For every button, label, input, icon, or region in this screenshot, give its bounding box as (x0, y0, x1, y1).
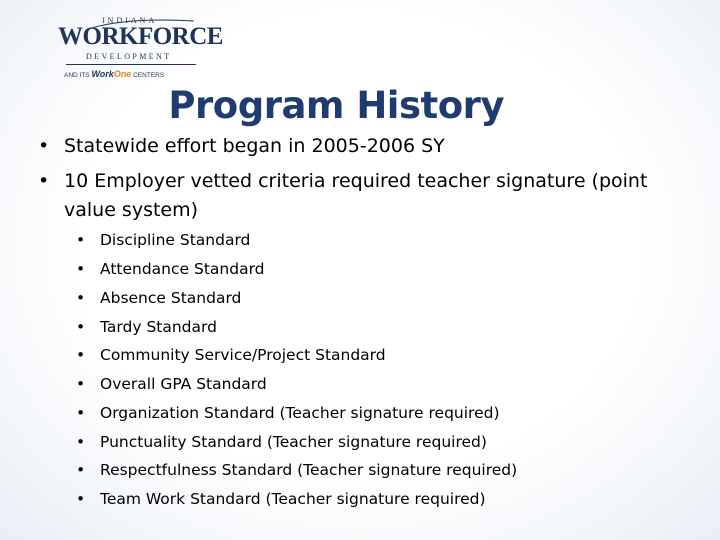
sub-bullet-dot: • (76, 433, 86, 451)
slide-title: Program History (168, 84, 504, 127)
logo-centers-suffix: CENTERS (133, 72, 165, 79)
sub-bullet-dot: • (76, 289, 86, 307)
bullet-item (38, 167, 698, 225)
sub-bullet-text: Punctuality Standard (Teacher signature required) (100, 433, 487, 451)
sub-bullet-item (76, 288, 696, 308)
bullet-dot: • (38, 170, 50, 192)
sub-bullet-item (76, 345, 696, 365)
sub-bullet-text: Discipline Standard (100, 231, 251, 249)
logo-centers-line (64, 69, 164, 79)
sub-bullet-text: Attendance Standard (100, 260, 265, 278)
sub-bullet-text: Absence Standard (100, 289, 242, 307)
sub-bullet-item (76, 230, 696, 250)
sub-bullet-item (76, 317, 696, 337)
sub-bullet-item (76, 374, 696, 394)
sub-bullet-item (76, 403, 696, 423)
sub-bullet-dot: • (76, 231, 86, 249)
sub-bullet-item (76, 432, 696, 452)
sub-bullet-text: Community Service/Project Standard (100, 346, 386, 364)
sub-bullet-dot: • (76, 404, 86, 422)
sub-bullet-text: Overall GPA Standard (100, 375, 267, 393)
sub-bullet-text: Respectfulness Standard (Teacher signature required) (100, 461, 518, 479)
logo-development-text: DEVELOPMENT (86, 52, 172, 61)
sub-bullet-dot: • (76, 490, 86, 508)
sub-bullet-dot: • (76, 375, 86, 393)
logo-workforce-text: WORKFORCE (58, 23, 223, 50)
logo-divider (66, 64, 196, 65)
sub-bullet-dot: • (76, 260, 86, 278)
sub-bullet-dot: • (76, 318, 86, 336)
logo-centers-prefix: AND ITS (64, 72, 90, 79)
logo-workone-work: Work (91, 69, 114, 79)
sub-bullet-text: Tardy Standard (100, 318, 217, 336)
sub-bullet-item (76, 259, 696, 279)
sub-bullet-text: Organization Standard (Teacher signature required) (100, 404, 500, 422)
indiana-workforce-logo (56, 14, 223, 79)
title-row (0, 84, 706, 127)
logo-workone-one: One (113, 69, 132, 79)
bullet-text: 10 Employer vetted criteria required teacher signature (point value system) (64, 170, 648, 221)
sub-bullet-dot: • (76, 461, 86, 479)
bullet-text: Statewide effort began in 2005-2006 SY (64, 135, 445, 157)
sub-bullet-item (76, 489, 696, 509)
bullet-dot: • (38, 135, 50, 157)
bullet-item (38, 132, 698, 161)
sub-bullet-dot: • (76, 346, 86, 364)
logo-indiana-text: INDIANA (102, 16, 158, 25)
sub-bullet-text: Team Work Standard (Teacher signature required) (100, 490, 486, 508)
sub-bullet-item (76, 460, 696, 480)
